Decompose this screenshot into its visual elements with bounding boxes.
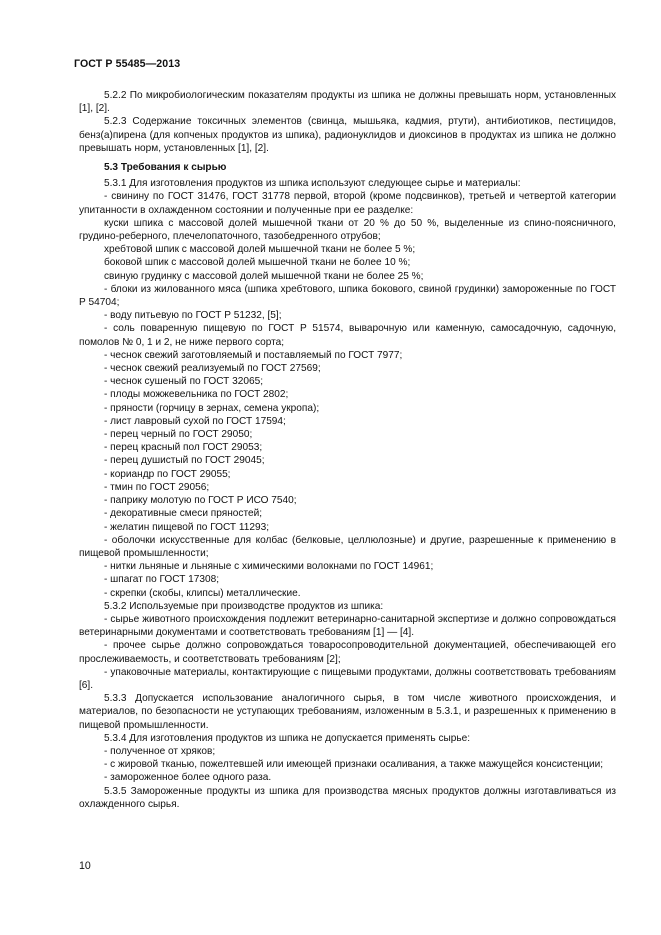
list-item: - чеснок свежий реализуемый по ГОСТ 27569; (104, 363, 321, 375)
list-item: - тмин по ГОСТ 29056; (104, 481, 210, 493)
paragraph-5-3-4: 5.3.4 Для изготовления продуктов из шпика не допускается применять сырье: (104, 732, 471, 744)
list-item: - чеснок сушеный по ГОСТ 32065; (104, 376, 264, 388)
list-item: хребтовой шпик с массовой долей мышечной ткани не более 5 %; (104, 244, 416, 256)
list-item: - перец красный пол ГОСТ 29053; (104, 442, 263, 454)
list-item: куски шпика с массовой долей мышечной ткани от 20 % до 50 %, выделенные из спино-поясничного, грудино-реберного, плечелопаточного, тазобедренного отрубов; (79, 217, 616, 243)
list-item: - желатин пищевой по ГОСТ 11293; (104, 521, 270, 533)
paragraph-5-3-5: 5.3.5 Замороженные продукты из шпика для производства мясных продуктов должны изготавливаться из охлажденного сырья. (79, 785, 616, 810)
list-item: - кориандр по ГОСТ 29055; (104, 468, 231, 480)
list-item: - блоки из жилованного мяса (шпика хребтового, шпика бокового, свиной грудинки) замороженные по ГОСТ Р 54704; (79, 283, 616, 309)
list-item: - нитки льняные и льняные с химическими волокнами по ГОСТ 14961; (104, 561, 434, 573)
list-item: - упаковочные материалы, контактирующие с пищевыми продуктами, должны соответствовать требованиям [6]. (79, 666, 616, 691)
list-item: - пряности (горчицу в зернах, семена укропа); (104, 402, 320, 414)
page-number: 10 (79, 860, 91, 872)
list-item: - полученное от хряков; (104, 745, 216, 757)
paragraph-5-3-3: 5.3.3 Допускается использование аналогичного сырья, в том числе животного происхождения, и материалов, по безопасности не уступающих требованиям, изложенным в 5.3.1, и разрешенных к применению в пищевой промышленности. (79, 693, 616, 731)
section-heading-5-3: 5.3 Требования к сырью (104, 162, 227, 174)
list-item: боковой шпик с массовой долей мышечной ткани не более 10 %; (104, 257, 411, 269)
document-header: ГОСТ Р 55485—2013 (74, 58, 181, 70)
paragraph-5-2-2: 5.2.2 По микробиологическим показателям продукты из шпика не должны превышать норм, установленных [1], [2]. (79, 90, 616, 115)
document-body (79, 89, 616, 811)
list-item: - скрепки (скобы, клипсы) металлические. (104, 587, 301, 599)
list-item: - шпагат по ГОСТ 17308; (104, 574, 220, 586)
list-item: - плоды можжевельника по ГОСТ 2802; (104, 389, 289, 401)
list-item: - сырье животного происхождения подлежит ветеринарно-санитарной экспертизе и должно сопровождаться ветеринарными документами и соответствовать требованиям [1] — [4]. (79, 613, 616, 639)
list-item: - воду питьевую по ГОСТ Р 51232, [5]; (104, 310, 282, 322)
list-item: - перец душистый по ГОСТ 29045; (104, 455, 265, 467)
list-item: свиную грудинку с массовой долей мышечной ткани не более 25 %; (104, 270, 424, 282)
paragraph-5-3-1: 5.3.1 Для изготовления продуктов из шпика используют следующее сырье и материалы: (104, 178, 521, 190)
paragraph-5-2-3: 5.2.3 Содержание токсичных элементов (свинца, мышьяка, кадмия, ртути), антибиотиков, пестицидов, бенз(а)пирена (для копченых продуктов из шпика), радионуклидов и диоксинов в продуктах из шпика не должно превышать норм, установленных [1], [2]. (79, 116, 616, 154)
list-item: - паприку молотую по ГОСТ Р ИСО 7540; (104, 495, 297, 507)
paragraph-5-3-2: 5.3.2 Используемые при производстве продуктов из шпика: (104, 600, 384, 612)
list-item: - лист лавровый сухой по ГОСТ 17594; (104, 415, 286, 427)
list-item: - декоративные смеси пряностей; (104, 508, 263, 520)
list-item: - с жировой тканью, пожелтевшей или имеющей признаки осаливания, а также мажущейся консистенции; (104, 759, 604, 771)
list-item: - замороженное более одного раза. (104, 772, 272, 784)
list-item: - перец черный по ГОСТ 29050; (104, 429, 253, 441)
list-item: - оболочки искусственные для колбас (белковые, целлюлозные) и другие, разрешенные к применению в пищевой промышленности; (79, 534, 616, 559)
list-item: - прочее сырье должно сопровождаться товаросопроводительной документацией, обеспечивающей его прослеживаемость, и соответствовать требованиям [2]; (79, 640, 616, 665)
list-item: - свинину по ГОСТ 31476, ГОСТ 31778 первой, второй (кроме подсвинков), третьей и четвертой категории упитанности в охлажденном состоянии и полученные при ее разделке: (79, 191, 616, 216)
list-item: - соль поваренную пищевую по ГОСТ Р 51574, выварочную или каменную, самосадочную, садочную, помолов № 0, 1 и 2, не ниже первого сорта; (79, 323, 616, 348)
list-item: - чеснок свежий заготовляемый и поставляемый по ГОСТ 7977; (104, 349, 403, 361)
